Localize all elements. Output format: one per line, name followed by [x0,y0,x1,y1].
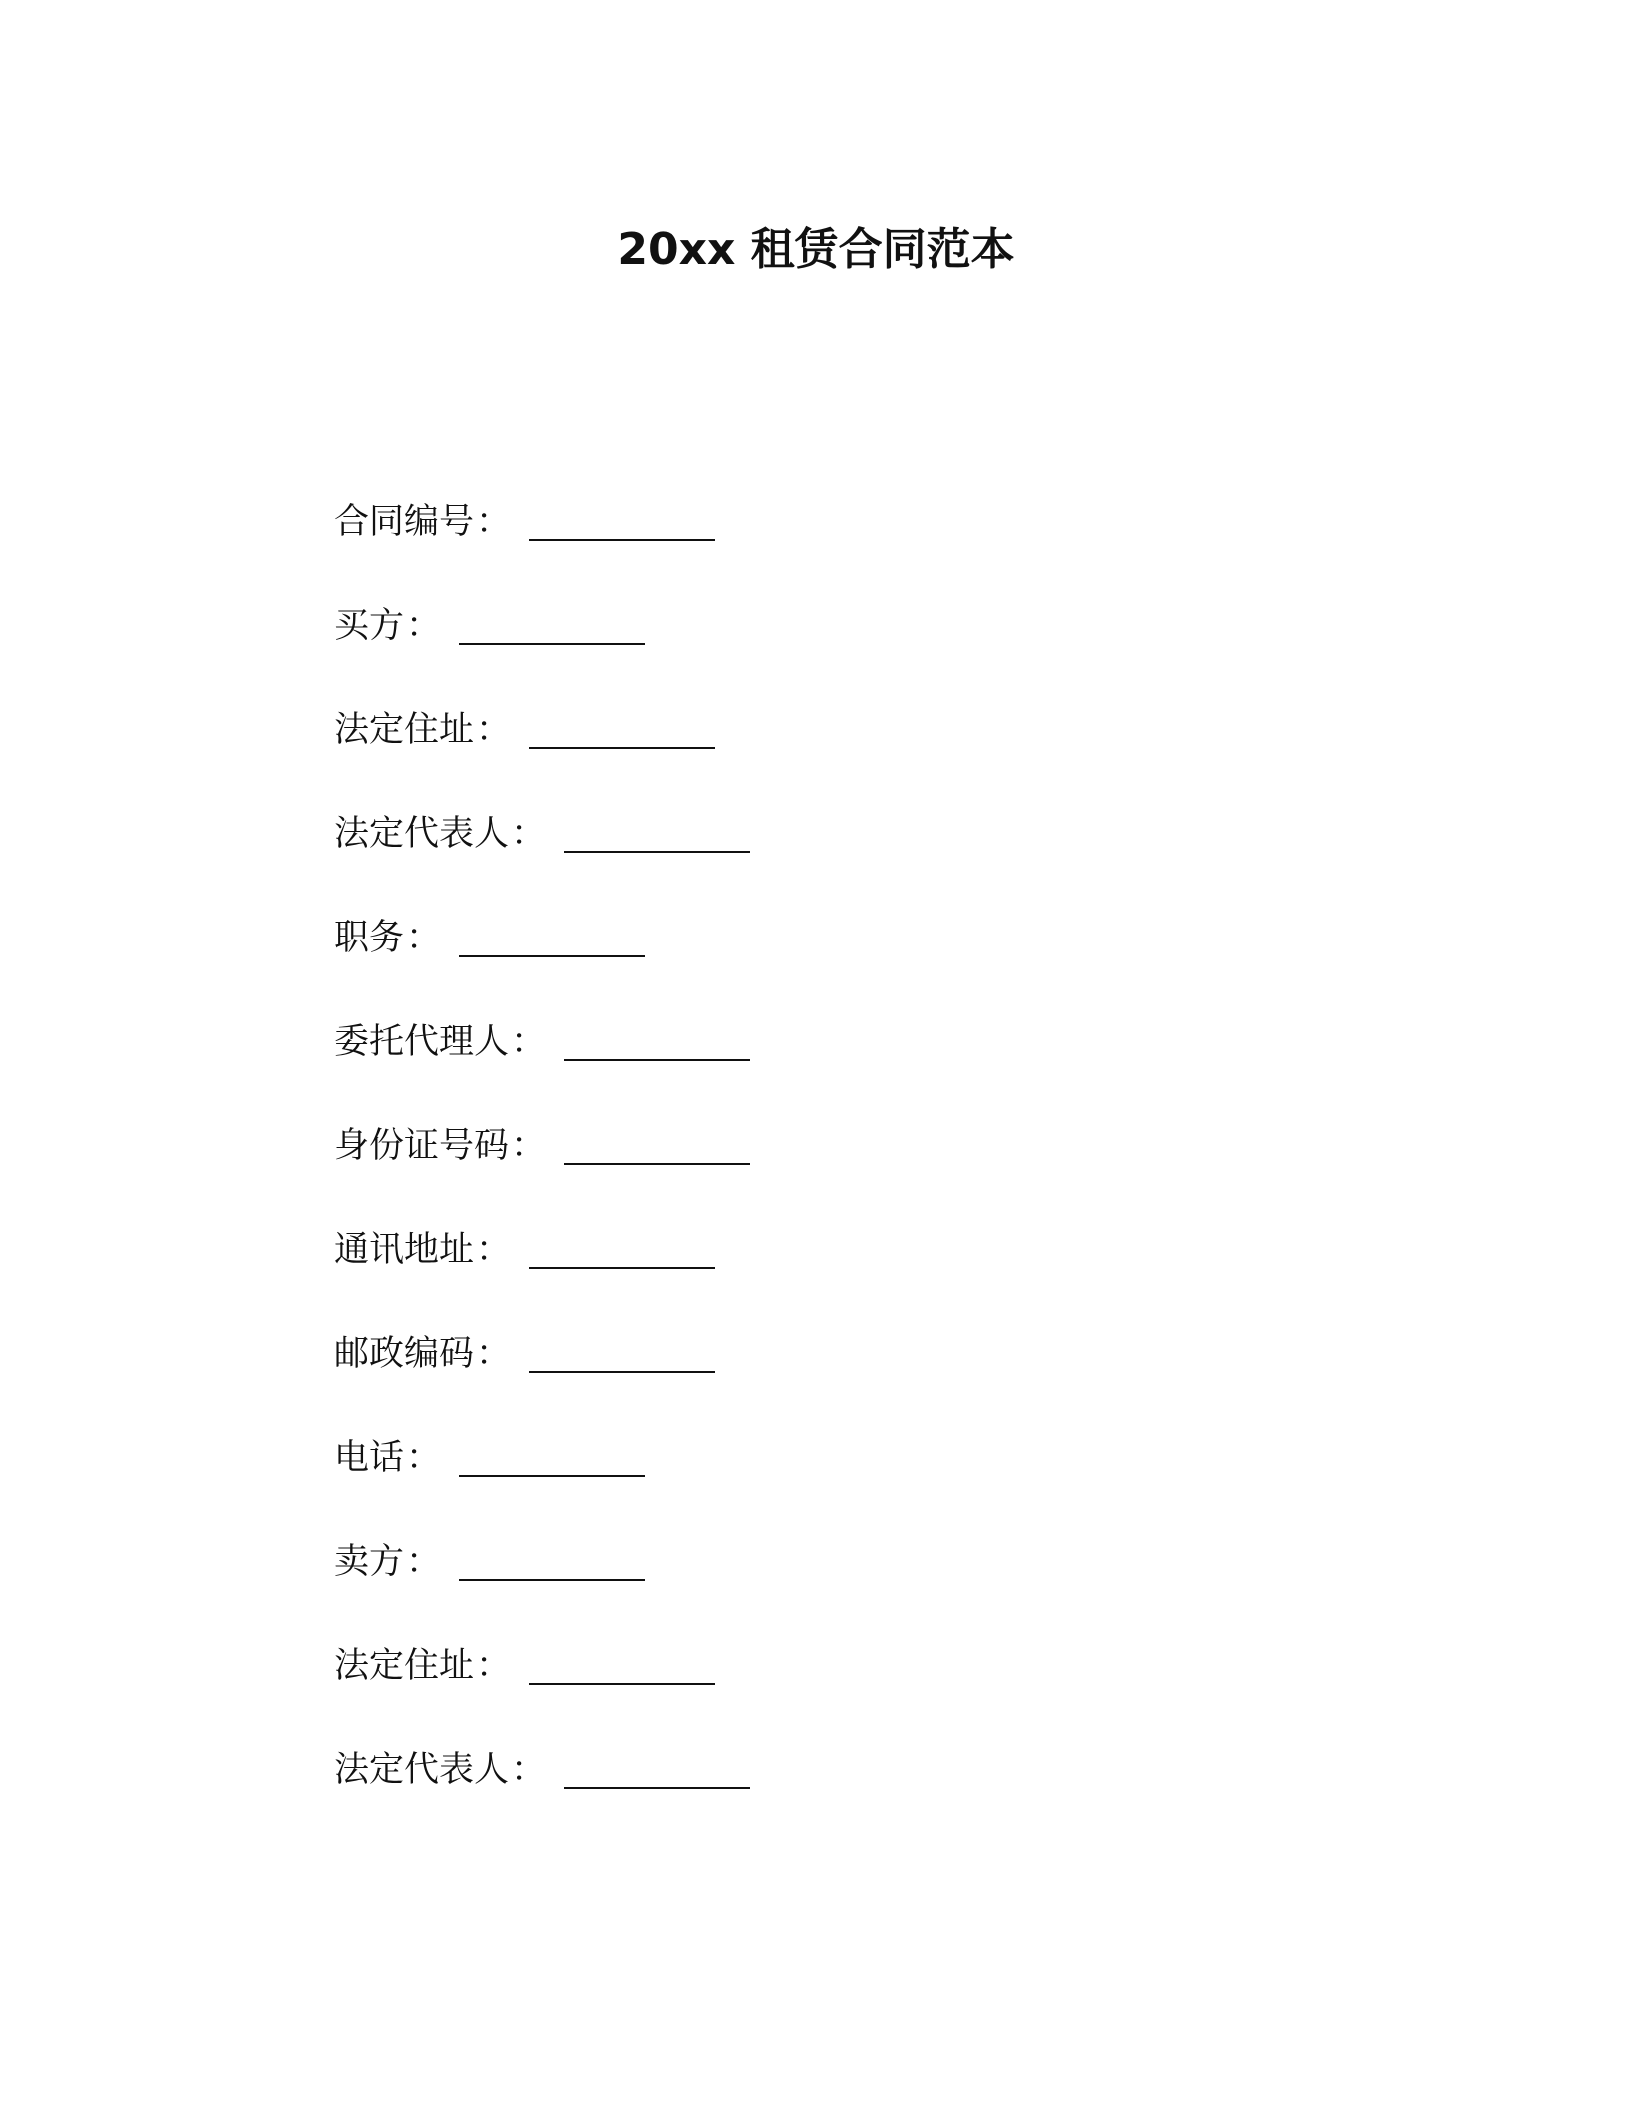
field-separator: ： [511,1750,547,1790]
blank-line[interactable] [529,539,715,541]
field-mailing-address [334,1222,1334,1326]
field-label: 委托代理人 [334,1022,510,1062]
field-label: 职务 [334,918,405,958]
blank-line[interactable] [564,1163,750,1165]
field-label: 法定代表人 [334,1750,510,1790]
field-label: 合同编号 [334,502,475,542]
field-separator: ： [406,1542,442,1582]
field-label: 买方 [334,606,405,646]
field-position [334,910,1334,1014]
document-title: 20xx 租赁合同范本 [617,224,1015,275]
field-separator: ： [476,502,512,542]
contract-fields [334,494,1334,1846]
field-label: 法定代表人 [334,814,510,854]
field-separator: ： [406,918,442,958]
field-separator: ： [476,1646,512,1686]
field-label: 电话 [334,1438,405,1478]
blank-line[interactable] [529,1371,715,1373]
field-separator: ： [476,710,512,750]
blank-line[interactable] [564,1059,750,1061]
field-label: 法定住址 [334,1646,475,1686]
field-phone [334,1430,1334,1534]
field-seller-legal-address [334,1638,1334,1742]
blank-line[interactable] [529,1267,715,1269]
field-postal-code [334,1326,1334,1430]
field-buyer-legal-address [334,702,1334,806]
blank-line[interactable] [459,1475,645,1477]
blank-line[interactable] [459,643,645,645]
field-buyer [334,598,1334,702]
field-separator: ： [511,1022,547,1062]
field-label: 卖方 [334,1542,405,1582]
field-separator: ： [406,1438,442,1478]
blank-line[interactable] [459,1579,645,1581]
field-label: 身份证号码 [334,1126,510,1166]
blank-line[interactable] [564,1787,750,1789]
field-separator: ： [511,1126,547,1166]
blank-line[interactable] [529,1683,715,1685]
field-seller-legal-representative [334,1742,1334,1846]
field-label: 邮政编码 [334,1334,475,1374]
blank-line[interactable] [529,747,715,749]
field-buyer-legal-representative [334,806,1334,910]
field-id-number [334,1118,1334,1222]
blank-line[interactable] [564,851,750,853]
field-label: 法定住址 [334,710,475,750]
field-contract-number [334,494,1334,598]
field-separator: ： [406,606,442,646]
field-seller [334,1534,1334,1638]
field-separator: ： [476,1230,512,1270]
field-authorized-agent [334,1014,1334,1118]
field-label: 通讯地址 [334,1230,475,1270]
field-separator: ： [511,814,547,854]
field-separator: ： [476,1334,512,1374]
blank-line[interactable] [459,955,645,957]
